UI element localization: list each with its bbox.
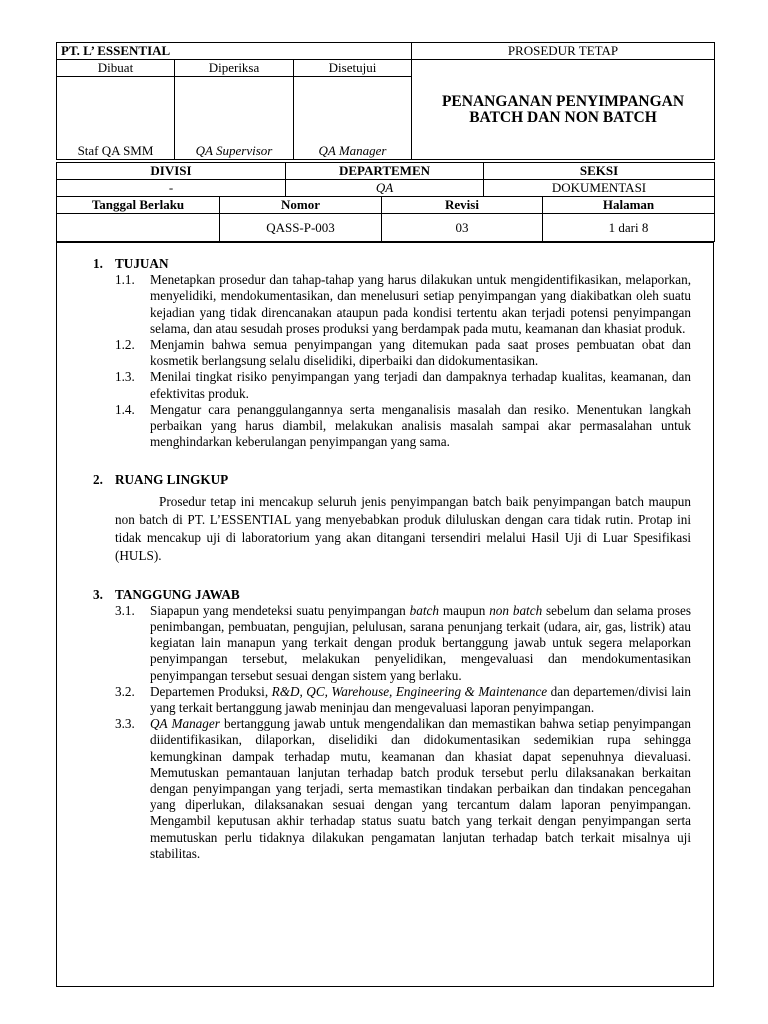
item-text: Mengatur cara penanggulangannya serta menganalisis masalah dan resiko. Menentukan langkah perbaikan yang harus diambil, melakukan analisis masalah sampai akar permasalahan untuk menghindarkan keberulangan penyimpangan yang sama. (150, 401, 691, 450)
approved-by-label: Disetujui (294, 60, 412, 77)
item-text-italic: batch (409, 602, 439, 618)
section-title: TUJUAN (115, 256, 169, 271)
title-line-1: PENANGANAN PENYIMPANGAN (441, 92, 685, 110)
revisi-label: Revisi (382, 197, 543, 214)
list-item (93, 402, 691, 451)
list-item (93, 369, 691, 401)
item-text: dan departemen/divisi lain yang terkait bertanggung jawab meninjau dan mengevaluasi laporan penyimpangan. (150, 683, 691, 716)
item-text: maupun (438, 602, 490, 618)
list-item (93, 337, 691, 369)
tanggal-value (57, 214, 220, 242)
item-text-italic: R&D, QC, Warehouse, Engineering & Maintenance (271, 683, 548, 699)
item-number: 1.2. (115, 337, 135, 353)
section-number: 2. (93, 472, 103, 488)
signature-supervisor: QA Supervisor (175, 77, 294, 160)
section-tanggung-jawab-heading (93, 587, 691, 603)
tanggung-jawab-list (93, 603, 691, 862)
section-title: TANGGUNG JAWAB (115, 586, 240, 602)
section-tujuan-heading (93, 256, 691, 272)
item-number: 1.3. (115, 369, 135, 385)
doc-type: PROSEDUR TETAP (412, 43, 715, 60)
division-table (56, 162, 715, 197)
item-text: Menilai tingkat risiko penyimpangan yang terjadi dan dampaknya terhadap kualitas, keamanan, dan efektivitas produk. (150, 369, 691, 401)
departemen-label: DEPARTEMEN (286, 163, 484, 180)
checked-by-label: Diperiksa (175, 60, 294, 77)
item-text: Siapapun yang mendeteksi suatu penyimpangan (150, 602, 410, 618)
company-name: PT. L’ ESSENTIAL (57, 43, 412, 60)
divisi-label: DIVISI (57, 163, 286, 180)
list-item (93, 603, 691, 684)
halaman-value: 1 dari 8 (543, 214, 715, 242)
document-title (412, 60, 715, 160)
departemen-value: QA (286, 180, 484, 197)
signature-staff: Staf QA SMM (57, 77, 175, 160)
seksi-value: DOKUMENTASI (484, 180, 715, 197)
made-by-label: Dibuat (57, 60, 175, 77)
item-number: 3.1. (115, 602, 135, 618)
document-body (93, 256, 691, 862)
item-text: bertanggung jawab untuk mengendalikan dan memastikan bahwa setiap penyimpangan diidentifikasikan, dilaporkan, diselidiki dan didokumentasikan sedemikian rupa sehingga kemungkinan dampak terhadap mutu, keamanan dan khasiat dapat sepenuhnya dievaluasi. Memutuskan pemantauan lanjutan terhadap batch produk tersebut perlu dilaksanakan berkaitan dengan penyimpangan yang terjadi, serta memastikan tindakan perbaikan dan tindakan pencegahan yang diperlukan, dilaksanakan sesuai dengan yang tercantum dalam laporan penyimpangan. Mengambil keputusan akhir terhadap status suatu batch yang terkait dengan penyimpangan serta memutuskan perlu tidaknya dilakukan pengamatan lanjutan terhadap batch terkait misalnya uji stabilitas. (150, 716, 691, 861)
tanggal-label: Tanggal Berlaku (57, 197, 220, 214)
ruang-lingkup-text: Prosedur tetap ini mencakup seluruh jenis penyimpangan batch baik penyimpangan batch maupun non batch di PT. L’ESSENTIAL yang menyebabkan produk diluluskan dengan cara tidak rutin. Protap ini tidak mencakup uji di laboratorium yang akan ditangani tersendiri melalui Hasil Uji di Luar Spesifikasi (HULS). (115, 493, 691, 563)
section-number: 3. (93, 586, 103, 602)
document-header-table (56, 42, 715, 160)
tujuan-list (93, 272, 691, 450)
nomor-label: Nomor (220, 197, 382, 214)
item-text: Menetapkan prosedur dan tahap-tahap yang harus dilakukan untuk mengidentifikasikan, melaporkan, menyelidiki, mendokumentasikan, dan menelusuri setiap penyimpangan yang diakibatkan oleh suatu kejadian yang tidak direncanakan ataupun pada kondisi tertentu akan terjadi potensi penyimpangan selama, dan atau sesudah proses produksi yang berdampak pada mutu, keamanan dan khasiat produk. (150, 272, 691, 336)
list-item (93, 716, 691, 862)
item-number: 3.3. (115, 716, 135, 732)
section-number: 1. (93, 256, 103, 271)
divisi-value: - (57, 180, 286, 197)
document-info-table (56, 196, 715, 242)
section-title: RUANG LINGKUP (115, 472, 229, 488)
item-text-italic: non batch (489, 602, 543, 618)
item-text: Departemen Produksi, (150, 683, 272, 699)
revisi-value: 03 (382, 214, 543, 242)
section-ruang-lingkup-heading (93, 472, 691, 488)
list-item (93, 272, 691, 337)
nomor-value: QASS-P-003 (220, 214, 382, 242)
title-line-2: BATCH DAN NON BATCH (469, 108, 657, 126)
item-text: sebelum dan selama proses penimbangan, pembuatan, pengujian, pelulusan, sarana penunjang terkait (udara, air, gas, listrik) atau kegiatan lain manapun yang terkait dengan produk bertanggung jawab untuk segera melaporkan penyimpangan tersebut, melakukan penyelidikan, mengevaluasi dan mendokumentasikan penyimpangan tersebut sesuai dengan sistem yang berlaku. (150, 602, 691, 683)
item-number: 1.1. (115, 272, 135, 288)
item-number: 3.2. (115, 683, 135, 699)
item-text-italic: QA Manager (150, 716, 220, 732)
list-item (93, 684, 691, 716)
seksi-label: SEKSI (484, 163, 715, 180)
halaman-label: Halaman (543, 197, 715, 214)
signature-manager: QA Manager (294, 77, 412, 160)
item-number: 1.4. (115, 401, 135, 417)
item-text: Menjamin bahwa semua penyimpangan yang ditemukan pada saat proses pembuatan obat dan kosmetik berlangsung selalu diselidiki, diperbaiki dan didokumentasikan. (150, 337, 691, 369)
